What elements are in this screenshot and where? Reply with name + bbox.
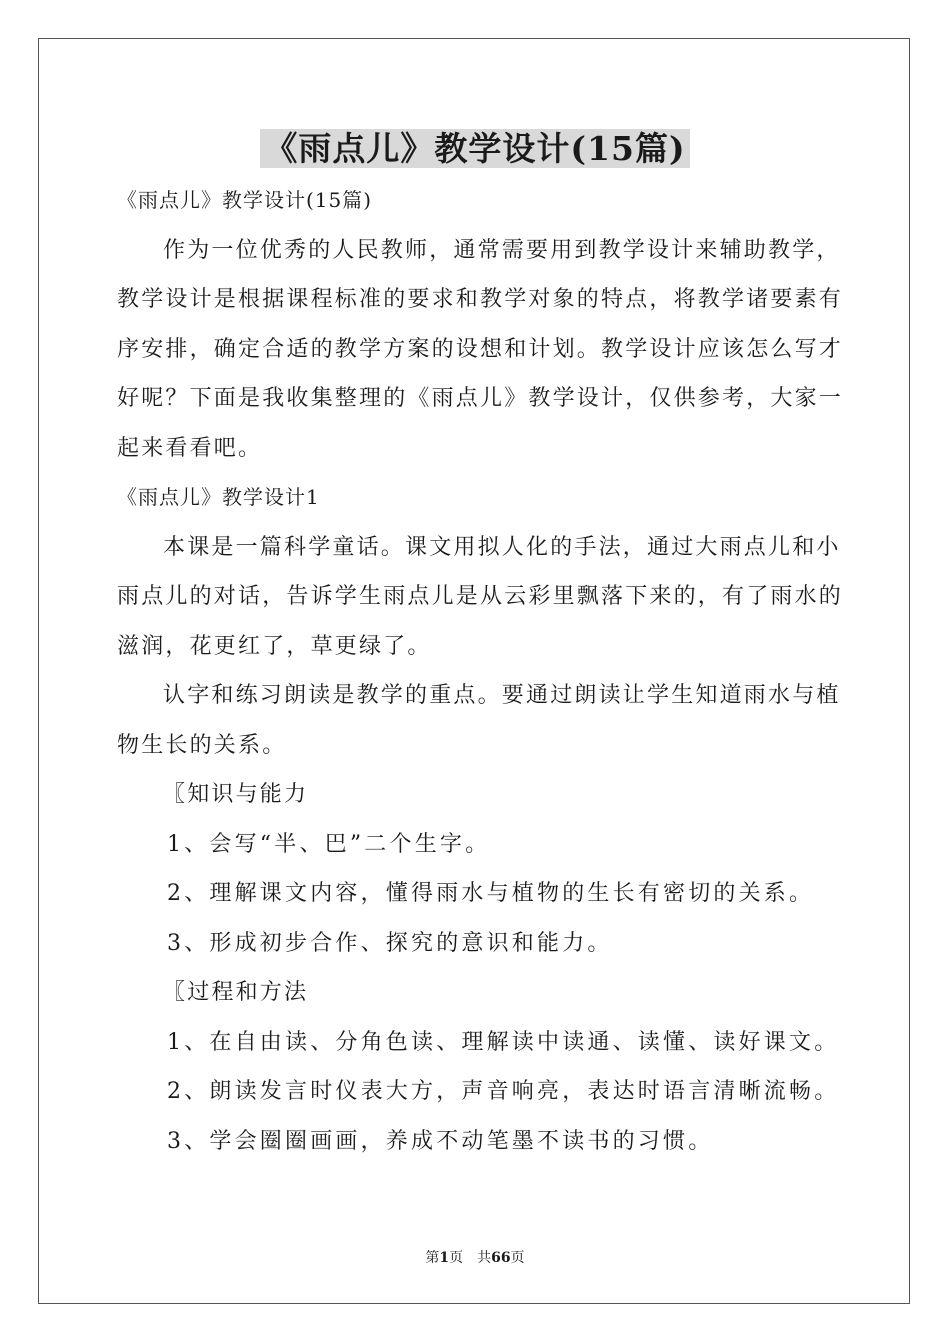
objective-item: 3、形成初步合作、探究的意识和能力。 [167, 930, 613, 956]
page-footer [0, 1248, 950, 1268]
document-title-text: 《雨点儿》教学设计(15篇) [260, 129, 689, 168]
objective-item: 1、会写“半、巴”二个生字。 [167, 831, 491, 857]
page-suffix: 页 [449, 1250, 464, 1266]
subtitle-line: 《雨点儿》教学设计(15篇) [117, 188, 373, 212]
page-number: 1 [439, 1250, 450, 1266]
intro-paragraph-line: 起来看看吧。 [117, 435, 263, 461]
document-title [0, 128, 950, 170]
objective-item: 3、学会圈圈画画，养成不动笔墨不读书的习惯。 [167, 1128, 714, 1154]
intro-paragraph-line: 教学设计是根据课程标准的要求和教学对象的特点，将教学诸要素有 [117, 287, 844, 312]
intro-paragraph-line: 序安排，确定合适的教学方案的设想和计划。教学设计应该怎么写才 [117, 336, 844, 362]
objective-item: 2、朗读发言时仪表大方，声音响亮，表达时语言清晰流畅。 [167, 1079, 840, 1104]
body-paragraph-line: 认字和练习朗读是教学的重点。要通过朗读让学生知道雨水与植 [163, 683, 841, 708]
intro-paragraph-line: 好呢？下面是我收集整理的《雨点儿》教学设计，仅供参考，大家一 [117, 386, 844, 411]
body-paragraph-line: 本课是一篇科学童话。课文用拟人化的手法，通过大雨点儿和小 [163, 534, 841, 560]
total-pages: 66 [491, 1250, 511, 1266]
document-body [117, 176, 844, 1166]
body-paragraph-line: 物生长的关系。 [117, 732, 287, 758]
total-prefix: 共 [477, 1250, 492, 1266]
objective-item: 2、理解课文内容，懂得雨水与植物的生长有密切的关系。 [167, 881, 815, 906]
intro-paragraph-line: 作为一位优秀的人民教师，通常需要用到教学设计来辅助教学， [163, 237, 841, 263]
page-prefix: 第 [425, 1250, 440, 1266]
objective-item: 1、在自由读、分角色读、理解读中读通、读懂、读好课文。 [167, 1029, 840, 1055]
objective-heading: 〖知识与能力 [163, 782, 309, 807]
body-paragraph-line: 雨点儿的对话，告诉学生雨点儿是从云彩里飘落下来的，有了雨水的 [117, 584, 844, 609]
objective-heading: 〖过程和方法 [163, 980, 309, 1005]
total-suffix: 页 [510, 1250, 525, 1266]
body-paragraph-line: 滋润，花更红了，草更绿了。 [117, 633, 432, 659]
section-heading: 《雨点儿》教学设计1 [117, 485, 320, 509]
